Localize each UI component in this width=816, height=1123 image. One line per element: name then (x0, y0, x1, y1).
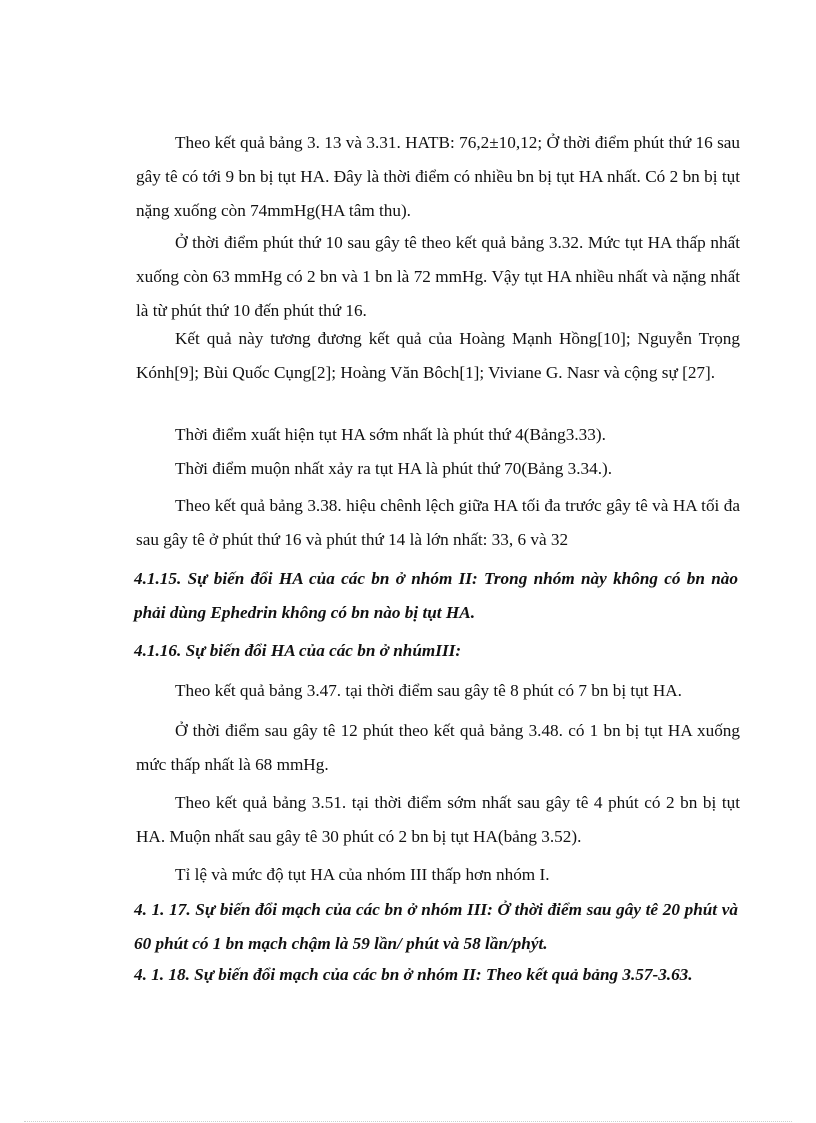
footer-divider (24, 1121, 792, 1122)
paragraph-table-3-47: Theo kết quả bảng 3.47. tại thời điểm sau gây tê 8 phút có 7 bn bị tụt HA. (175, 681, 682, 700)
paragraph-table-3-51: Theo kết quả bảng 3.51. tại thời điểm sớm nhất sau gây tê 4 phút có 2 bn bị tụt HA. Muộn nhất sau gây tê 30 phút có 2 bn bị tụt HA(bảng 3.52). (136, 793, 740, 846)
paragraph-minute-10: Ở thời điểm phút thứ 10 sau gây tê theo kết quả bảng 3.32. Mức tụt HA thấp nhất xuống còn 63 mmHg có 2 bn và 1 bn là 72 mmHg. Vậy tụt HA nhiều nhất và nặng nhất là từ phút thứ 10 đến phút thứ 16. (136, 233, 740, 320)
paragraph-hatb-results: Theo kết quả bảng 3. 13 và 3.31. HATB: 76,2±10,12; Ở thời điểm phút thứ 16 sau gây tê có tới 9 bn bị tụt HA. Đây là thời điểm có nhiều bn bị tụt HA nhất. Có 2 bn bị tụt nặng xuống còn 74mmHg(HA tâm thu). (136, 133, 740, 220)
paragraph-difference-table-3-38: Theo kết quả bảng 3.38. hiệu chênh lệch giữa HA tối đa trước gây tê và HA tối đa sau gây tê ở phút thứ 16 và phút thứ 14 là lớn nhất: 33, 6 và 32 (136, 496, 740, 549)
paragraph-latest-drop: Thời điểm muộn nhất xảy ra tụt HA là phút thứ 70(Bảng 3.34.). (175, 459, 613, 478)
paragraph-earliest-drop: Thời điểm xuất hiện tụt HA sớm nhất là phút thứ 4(Bảng3.33). (175, 425, 606, 444)
heading-4-1-17: 4. 1. 17. Sự biến đổi mạch của các bn ở nhóm III: Ở thời điểm sau gây tê 20 phút và 60 phút có 1 bn mạch chậm là 59 lần/ phút và 58 lần/phýt. (134, 900, 738, 953)
paragraph-table-3-48: Ở thời điểm sau gây tê 12 phút theo kết quả bảng 3.48. có 1 bn bị tụt HA xuống mức thấp nhất là 68 mmHg. (136, 721, 740, 774)
heading-4-1-18: 4. 1. 18. Sự biến đổi mạch của các bn ở nhóm II: Theo kết quả bảng 3.57-3.63. (134, 965, 693, 984)
paragraph-group-comparison: Tỉ lệ và mức độ tụt HA của nhóm III thấp hơn nhóm I. (175, 865, 550, 884)
heading-4-1-16: 4.1.16. Sự biến đổi HA của các bn ở nhúmIII: (134, 641, 462, 660)
paragraph-comparison-authors: Kết quả này tương đương kết quả của Hoàng Mạnh Hồng[10]; Nguyễn Trọng Kónh[9]; Bùi Quốc Cụng[2]; Hoàng Văn Bôch[1]; Viviane G. Nasr và cộng sự [27]. (136, 329, 740, 382)
heading-4-1-15: 4.1.15. Sự biến đổi HA của các bn ở nhóm II: Trong nhóm này không có bn nào phải dùng Ephedrin không có bn nào bị tụt HA. (134, 569, 738, 622)
